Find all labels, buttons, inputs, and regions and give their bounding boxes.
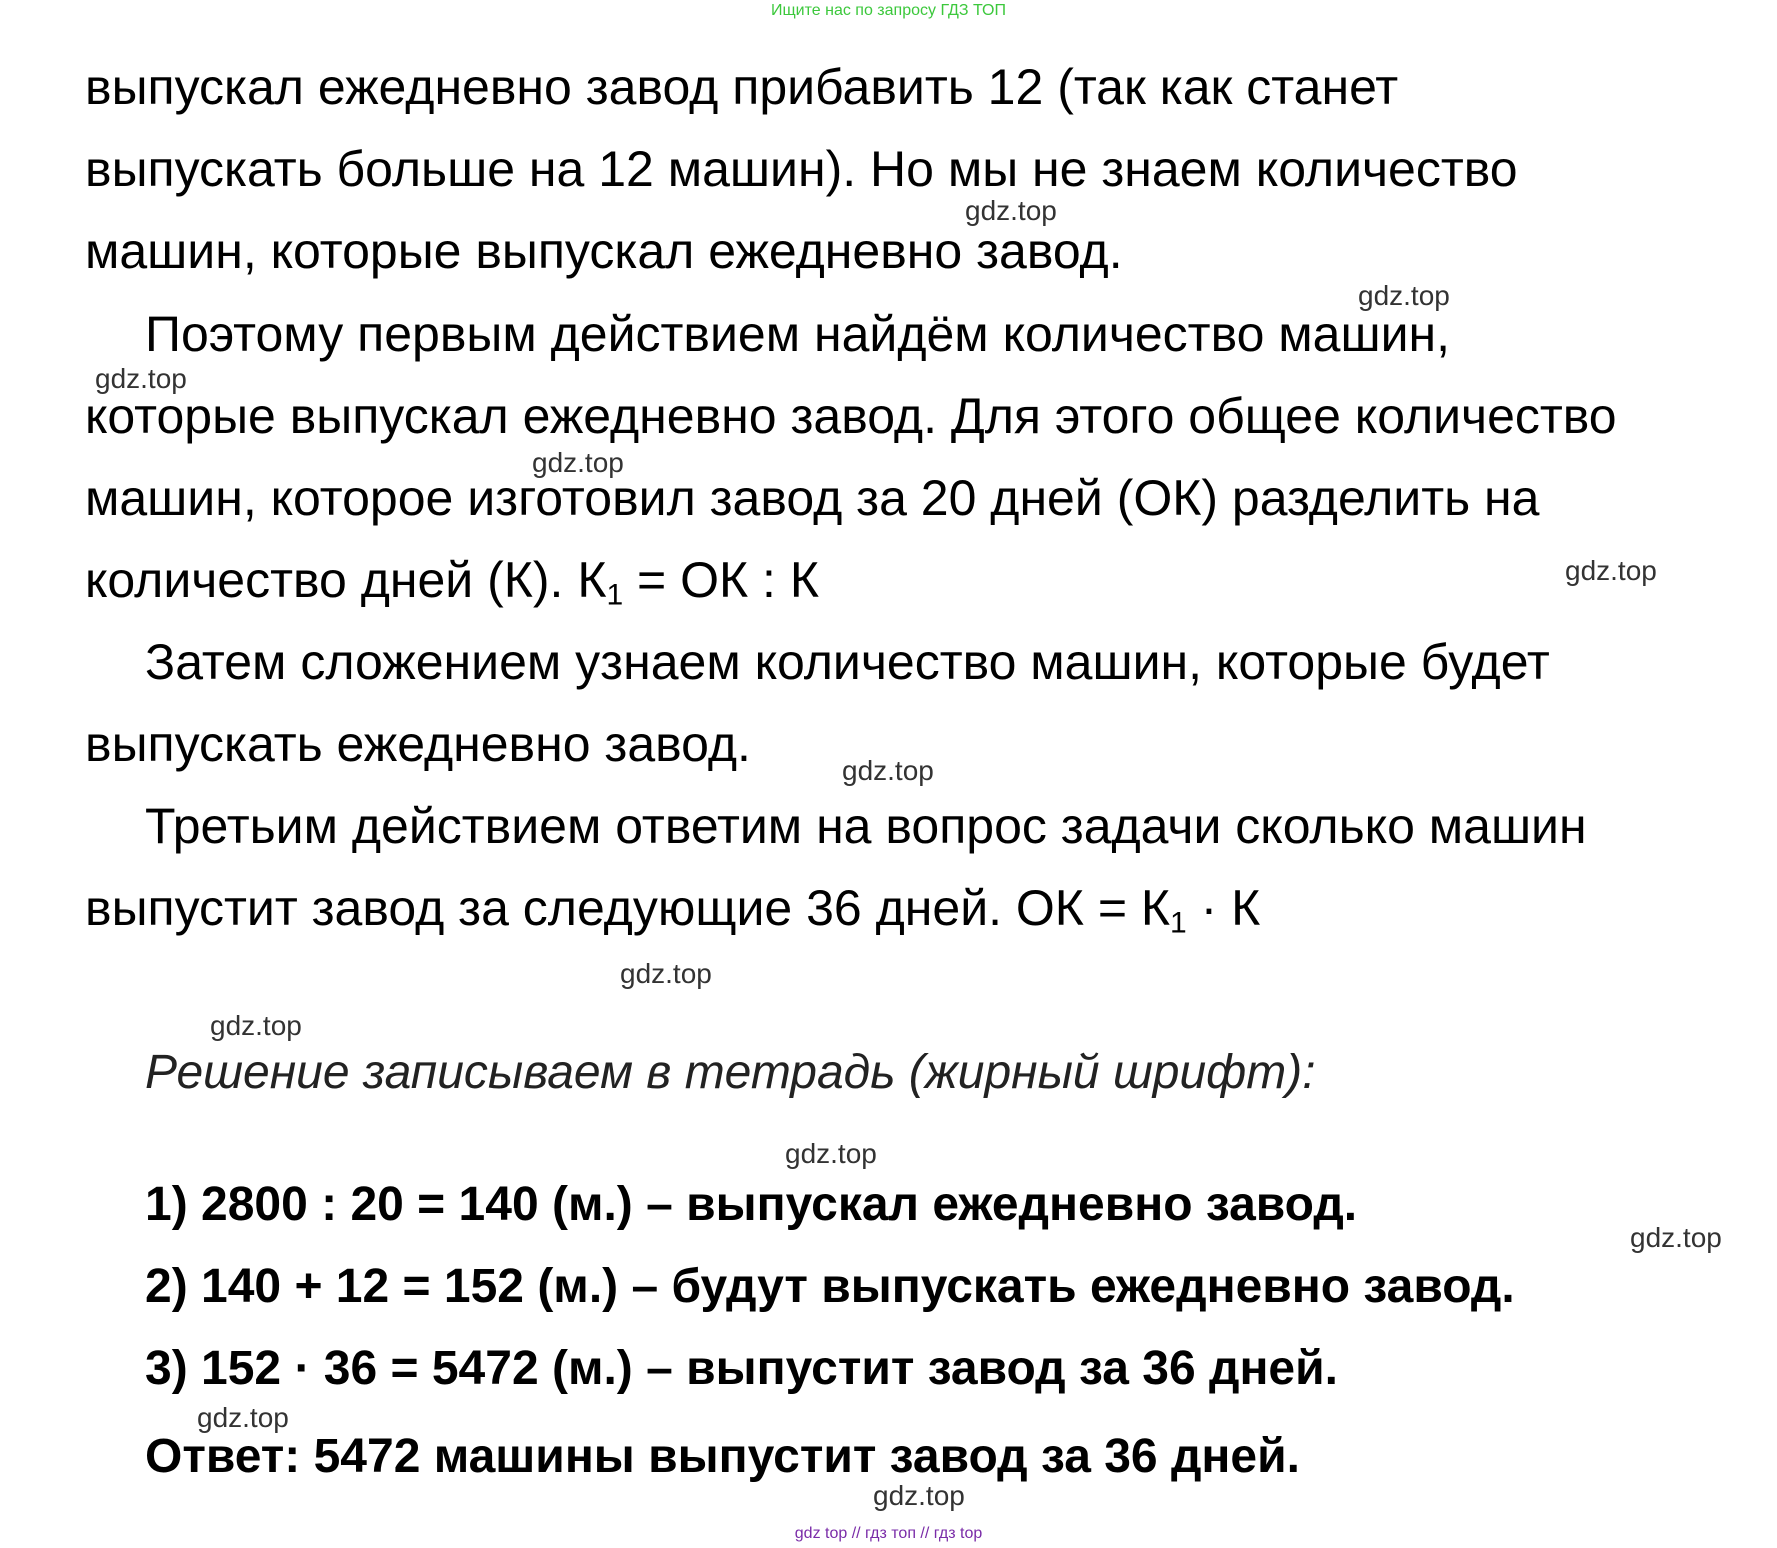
answer-line: Ответ: 5472 машины выпустит завод за 36 дней. [145,1430,1300,1483]
solution-step: 3) 152 · 36 = 5472 (м.) – выпустит завод за 36 дней. [145,1342,1338,1395]
formula-line [85,551,819,612]
subscript: 1 [606,578,624,612]
watermark: gdz.top [197,1402,289,1433]
watermark: gdz.top [1630,1222,1722,1253]
watermark: gdz.top [1565,555,1657,586]
text-fragment: выпустит завод за следующие 36 дней. ОК = К [85,880,1171,936]
footer-links: gdz top // гдз топ // гдз top [794,1525,983,1542]
watermark: gdz.top [532,447,624,478]
text-line: выпускал ежедневно завод прибавить 12 (так как станет [85,59,1399,115]
solution-step: 1) 2800 : 20 = 140 (м.) – выпускал ежедневно завод. [145,1178,1358,1231]
text-line: Третьим действием ответим на вопрос задачи сколько машин [145,798,1587,854]
text-line: которые выпускал ежедневно завод. Для этого общее количество [85,388,1617,444]
watermark: gdz.top [965,195,1057,226]
watermark: gdz.top [620,958,712,989]
text-fragment: = ОК : К [623,552,819,608]
watermark: gdz.top [785,1138,877,1169]
text-line: выпускать больше на 12 машин). Но мы не знаем количество [85,141,1518,197]
watermark: gdz.top [210,1010,302,1041]
text-fragment: количество дней (К). К [85,552,607,608]
watermark: gdz.top [873,1480,965,1511]
text-line: машин, которые выпускал ежедневно завод. [85,223,1123,279]
solution-step: 2) 140 + 12 = 152 (м.) – будут выпускать ежедневно завод. [145,1260,1515,1313]
text-line: Затем сложением узнаем количество машин, которые будет [145,634,1550,690]
formula-line [85,879,1261,940]
watermark: gdz.top [95,363,187,394]
watermark: gdz.top [842,755,934,786]
text-line: Поэтому первым действием найдём количество машин, [145,306,1451,362]
solution-heading: Решение записываем в тетрадь (жирный шрифт): [145,1046,1316,1099]
watermark: gdz.top [1358,280,1450,311]
text-line: выпускать ежедневно завод. [85,716,751,772]
text-line: машин, которое изготовил завод за 20 дней (ОК) разделить на [85,470,1540,526]
top-banner: Ищите нас по запросу ГДЗ ТОП [771,2,1006,19]
text-fragment: · К [1186,880,1261,936]
subscript: 1 [1170,906,1187,940]
